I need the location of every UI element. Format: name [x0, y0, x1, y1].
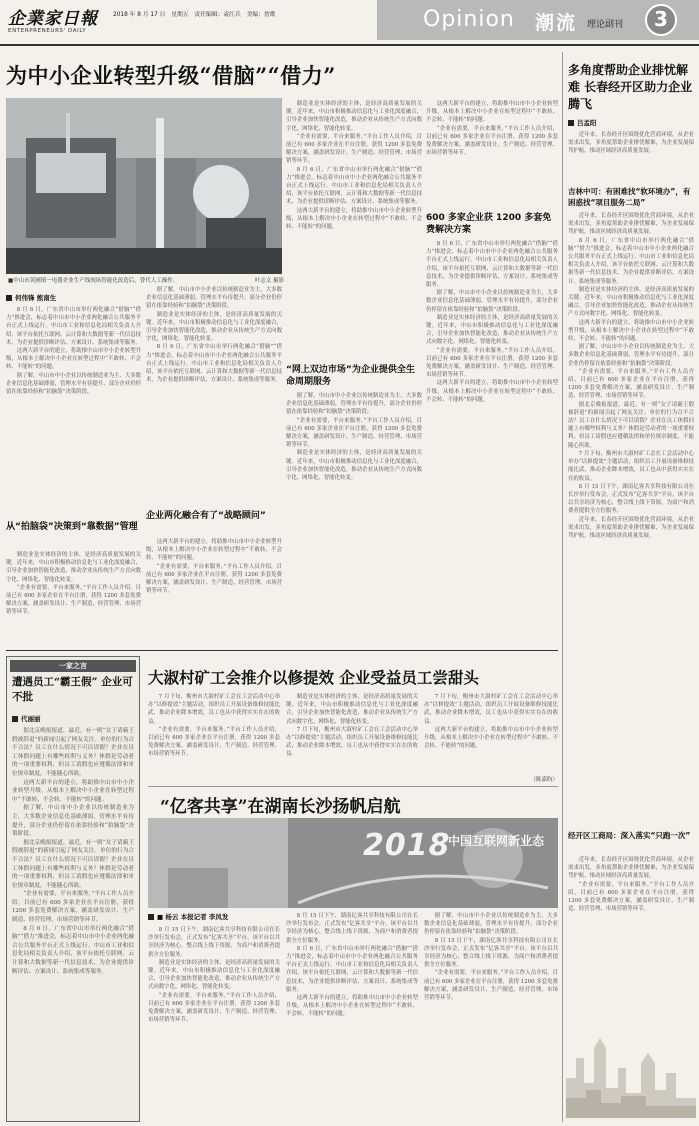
main-text-col4: 这两大新平台的建立，将助推中山市中小企业转型升级，从根本上解决中小企业在转型过程中“不敢转、不会转、不能转”的问题。 “企业有需要，平台来服务。”平台工作人员介绍，目前已有 600 多家企业在平台注册，获得 1200 多套免费解决方案，涵盖研发设计、生产制造、经营管理、市场营销等环节。 — [426, 101, 558, 157]
main-text-col2b: 这两大新平台的建立，将助推中山市中小企业转型升级，从根本上解决中小企业在转型过程中“不敢转、不会转、不能转”的问题。 “企业有需要，平台来服务。”平台工作人员介绍，目前已有 600 多家企业在平台注册，获得 1200 多套免费解决方案，涵盖研发设计、生产制造、经营管理、市场营销等环节。 — [146, 539, 282, 595]
section-cn: 潮流 — [535, 12, 578, 34]
side-byline: 吕孟阳 — [568, 118, 693, 127]
main-text-col3b: 据了解，中山市中小企业以传统制造业为主，大多数企业信息化基础薄弱，管理水平有待提升，部分企业仍停留在依靠经验和“拍脑袋”决策阶段。 “企业有需要，平台来服务。”平台工作人员介绍，目前已有 600 多家企业在平台注册，获得 1200 多套免费解决方案，涵盖研发设计、生产制造、经营管理、市场营销等环节。 制造业是实体经济的主体，是经济高质量发展的关键。近年来，中山市积极推动信息化与工业化深度融合，引导企业加快智能化改造，推动企业从传统生产方式向数字化、网络化、智能化转变。 — [286, 393, 422, 482]
column-label: 一家之言 — [10, 660, 136, 672]
byline-marker-icon — [148, 914, 154, 920]
story3-text-col3: 据了解，中山市中小企业以传统制造业为主，大多数企业信息化基础薄弱，管理水平有待提升，部分企业仍停留在依靠经验和“拍脑袋”决策阶段。 8 月 15 日下午，湖南亿客共享科技有限公司在长沙举行发布会，正式发布“亿客共享”平台。该平台以共享经济为核心，整合线上线下资源，为商户和消费者提供全方位服务。 “企业有需要，平台来服务。”平台工作人员介绍，目前已有 600 多家企业在平台注册，获得 1200 多套免费解决方案，涵盖研发设计、生产制造、经营管理、市场营销等环节。 — [424, 913, 558, 1002]
story3-text-col1: 8 月 15 日下午，湖南亿客共享科技有限公司在长沙举行发布会，正式发布“亿客共享”平台。该平台以共享经济为核心，整合线上线下资源，为商户和消费者提供全方位服务。 制造业是实体经济的主体，是经济高质量发展的关键。近年来，中山市积极推动信息化与工业化深度融合，引导企业加快智能化改造，推动企业从传统生产方式向数字化、网络化、智能化转变。 “企业有需要，平台来服务。”平台工作人员介绍，目前已有 600 多家企业在平台注册，获得 1200 多套免费解决方案，涵盖研发设计、生产制造、经营管理、市场营销等环节。 — [148, 927, 280, 1024]
side-text-2: 近年来，长春经开区围绕优化营商环境，从企业需求出发，多角度帮助企业排忧解难，为企业发展保驾护航，推动区域经济高质量发展。 8 月 6 日，广东省中山市举行两化融合“借脑”“借力”推进会，标志着中山市中小企业两化融合公共服务平台正式上线运行。中山市工业和信息化局相关负责人介绍，该平台依托互联网、云计算和大数据等新一代信息技术，为企业提供诊断评估、方案设计、系统集成等服务。 制造业是实体经济的主体，是经济高质量发展的关键。近年来，中山市积极推动信息化与工业化深度融合，引导企业加快智能化改造，推动企业从传统生产方式向数字化、网络化、智能化转变。 这两大新平台的建立，将助推中山市中小企业转型升级，从根本上解决中小企业在转型过程中“不敢转、不会转、不能转”的问题。 据了解，中山市中小企业以传统制造业为主，大多数企业信息化基础薄弱，管理水平有待提升，部分企业仍停留在依靠经验和“拍脑袋”决策阶段。 “企业有需要，平台来服务。”平台工作人员介绍，目前已有 600 多家企业在平台注册，获得 1200 多套免费解决方案，涵盖研发设计、生产制造、经营管理、市场营销等环节。 据北京晚报报道，最近，有一则“女子请霸王假被辞退”的新闻引起了网友关注。单位的行为合不合法？员工在什么情况下可以请假？企业在员工休假问题上有哪些权利与义务？休假是劳动者的一项重要权利，但员工请假也应遵循法律和单位规章制度，不能随心所欲。 7 月下旬，衡州市大淑村矿工会在工会活动中心举办“以修提效”主题活动，组织员工开展设备维修技能比武，推动企业降本增效，员工也从中获得实实在在的收益。 8 月 15 日下午，湖南亿客共享科技有限公司在长沙举行发布会，正式发布“亿客共享”平台。该平台以共享经济为核心，整合线上线下资源，为商户和消费者提供全方位服务。 近年来，长春经开区围绕优化营商环境，从企业需求出发，多角度帮助企业排忧解难，为企业发展保驾护航，推动区域经济高质量发展。 — [568, 213, 694, 539]
factory-photo — [6, 98, 282, 274]
story2-text-col1: 7 月下旬，衡州市大淑村矿工会在工会活动中心举办“以修提效”主题活动，组织员工开展设备维修技能比武，推动企业降本增效，员工也从中获得实实在在的收益。 “企业有需要，平台来服务。”平台工作人员介绍，目前已有 600 多家企业在平台注册，获得 1200 多套免费解决方案，涵盖研发设计、生产制造、经营管理、市场营销等环节。 — [148, 694, 280, 758]
main-text-col4b: 8 月 6 日，广东省中山市举行两化融合“借脑”“借力”推进会，标志着中山市中小企业两化融合公共服务平台正式上线运行。中山市工业和信息化局相关负责人介绍，该平台依托互联网、云计算和大数据等新一代信息技术，为企业提供诊断评估、方案设计、系统集成等服务。 据了解，中山市中小企业以传统制造业为主，大多数企业信息化基础薄弱，管理水平有待提升，部分企业仍停留在依靠经验和“拍脑袋”决策阶段。 制造业是实体经济的主体，是经济高质量发展的关键。近年来，中山市积极推动信息化与工业化深度融合，引导企业加快智能化改造，推动企业从传统生产方式向数字化、网络化、智能化转变。 “企业有需要，平台来服务。”平台工作人员介绍，目前已有 600 多家企业在平台注册，获得 1200 多套免费解决方案，涵盖研发设计、生产制造、经营管理、市场营销等环节。 这两大新平台的建立，将助推中山市中小企业转型升级，从根本上解决中小企业在转型过程中“不敢转、不会转、不能转”的问题。 — [426, 241, 558, 403]
date-line: 2018 年 8 月 17 日 星期五 责任编辑：袁红兵 美编：詹歌 — [113, 12, 276, 18]
side-subhead-2: 经开区工商局：深入落实“只跑一次” — [568, 831, 691, 840]
byline-marker-icon — [568, 120, 574, 126]
main-text-col3: 制造业是实体经济的主体，是经济高质量发展的关键。近年来，中山市积极推动信息化与工业化深度融合，引导企业加快智能化改造，推动企业从传统生产方式向数字化、网络化、智能化转变。 “企业有需要，平台来服务。”平台工作人员介绍，目前已有 600 多家企业在平台注册，获得 1200 多套免费解决方案，涵盖研发设计、生产制造、经营管理、市场营销等环节。 8 月 6 日，广东省中山市举行两化融合“借脑”“借力”推进会，标志着中山市中小企业两化融合公共服务平台正式上线运行。中山市工业和信息化局相关负责人介绍，该平台依托互联网、云计算和大数据等新一代信息技术，为企业提供诊断评估、方案设计、系统集成等服务。 这两大新平台的建立，将助推中山市中小企业转型升级，从根本上解决中小企业在转型过程中“不敢转、不会转、不能转”的问题。 — [286, 101, 422, 231]
story2-text-col2: 制造业是实体经济的主体，是经济高质量发展的关键。近年来，中山市积极推动信息化与工业化深度融合，引导企业加快智能化改造，推动企业从传统生产方式向数字化、网络化、智能化转变。 7 月下旬，衡州市大淑村矿工会在工会活动中心举办“以修提效”主题活动，组织员工开展设备维修技能比武，推动企业降本增效，员工也从中获得实实在在的收益。 — [286, 694, 418, 758]
masthead — [0, 0, 699, 44]
main-text-col2: 据了解，中山市中小企业以传统制造业为主，大多数企业信息化基础薄弱，管理水平有待提升，部分企业仍停留在依靠经验和“拍脑袋”决策阶段。 制造业是实体经济的主体，是经济高质量发展的关键。近年来，中山市积极推动信息化与工业化深度融合，引导企业加快智能化改造，推动企业从传统生产方式向数字化、网络化、智能化转变。 8 月 6 日，广东省中山市举行两化融合“借脑”“借力”推进会，标志着中山市中小企业两化融合公共服务平台正式上线运行。中山市工业和信息化局相关负责人介绍，该平台依托互联网、云计算和大数据等新一代信息技术，为企业提供诊断评估、方案设计、系统集成等服务。 — [146, 287, 282, 384]
banner-year: 2018 — [363, 828, 451, 863]
banner-text: 中国互联网新业态 — [448, 834, 545, 848]
main-text-col1b: 制造业是实体经济的主体，是经济高质量发展的关键。近年来，中山市积极推动信息化与工业化深度融合，引导企业加快智能化改造，推动企业从传统生产方式向数字化、网络化、智能化转变。 “企业有需要，平台来服务。”平台工作人员介绍，目前已有 600 多家企业在平台注册，获得 1200 多套免费解决方案，涵盖研发设计、生产制造、经营管理、市场营销等环节。 — [6, 552, 141, 616]
subhead-free-solutions: 600 多家企业获 1200 多套免费解决方案 — [426, 213, 552, 235]
main-headline: 为中小企业转型升级“借脑”“借力” — [6, 63, 336, 88]
page-number: 3 — [654, 7, 668, 31]
side-text-1: 近年来，长春经开区围绕优化营商环境，从企业需求出发，多角度帮助企业排忧解难，为企业发展保驾护航，推动区域经济高质量发展。 — [568, 132, 694, 155]
city-skyline-graphic — [566, 998, 696, 1118]
photo-caption: ■中山市黄圃镇一电器企业生产线现场智能化改造后，替代人工操作。 — [8, 278, 179, 284]
story2-headline: 大淑村矿工会推介以修提效 企业受益员工尝甜头 — [148, 668, 479, 687]
story3-text-col2: 8 月 15 日下午，湖南亿客共享科技有限公司在长沙举行发布会，正式发布“亿客共享”平台。该平台以共享经济为核心，整合线上线下资源，为商户和消费者提供全方位服务。 8 月 6 日，广东省中山市举行两化融合“借脑”“借力”推进会，标志着中山市中小企业两化融合公共服务平台正式上线运行。中山市工业和信息化局相关负责人介绍，该平台依托互联网、云计算和大数据等新一代信息技术，为企业提供诊断评估、方案设计、系统集成等服务。 这两大新平台的建立，将助推中山市中小企业转型升级，从根本上解决中小企业在转型过程中“不敢转、不会转、不能转”的问题。 — [286, 913, 418, 1018]
story3-byline: ■ 杨云 本报记者 李凤发 — [148, 912, 288, 921]
column-headline: 遭遇员工“霸王假” 企业可不批 — [12, 676, 133, 703]
story3-headline: “亿客共享”在湖南长沙扬帆启航 — [160, 797, 401, 817]
byline-marker-icon — [6, 295, 12, 301]
section-en: Opinion — [423, 7, 515, 32]
main-text-col1: 8 月 6 日，广东省中山市举行两化融合“借脑”“借力”推进会，标志着中山市中小企业两化融合公共服务平台正式上线运行。中山市工业和信息化局相关负责人介绍，该平台依托互联网、云计算和大数据等新一代信息技术，为企业提供诊断评估、方案设计、系统集成等服务。 这两大新平台的建立，将助推中山市中小企业转型升级，从根本上解决中小企业在转型过程中“不敢转、不会转、不能转”的问题。 据了解，中山市中小企业以传统制造业为主，大多数企业信息化基础薄弱，管理水平有待提升，部分企业仍停留在依靠经验和“拍脑袋”决策阶段。 — [6, 307, 141, 396]
side-subhead-1: 吉林中可：有困难找“软环境办”，有困惑找“项目服务二局” — [568, 187, 691, 207]
main-byline: 何伟锋 熊南生 — [6, 293, 136, 302]
photo-credit: 叶志文 摄影 — [254, 278, 284, 284]
story2-source: （陈嘉昀） — [530, 777, 558, 783]
story2-text-col3: 7 月下旬，衡州市大淑村矿工会在工会活动中心举办“以修提效”主题活动，组织员工开展设备维修技能比武，推动企业降本增效，员工也从中获得实实在在的收益。 这两大新平台的建立，将助推中山市中小企业转型升级，从根本上解决中小企业在转型过程中“不敢转、不会转、不能转”的问题。 — [424, 694, 558, 750]
side-text-3: 近年来，长春经开区围绕优化营商环境，从企业需求出发，多角度帮助企业排忧解难，为企业发展保驾护航，推动区域经济高质量发展。 “企业有需要，平台来服务。”平台工作人员介绍，目前已有 600 多家企业在平台注册，获得 1200 多套免费解决方案，涵盖研发设计、生产制造、经营管理、市场营销等环节。 — [568, 857, 694, 913]
subhead-strategy-advisor: 企业两化融合有了“战略顾问” — [146, 511, 266, 521]
section-sub: 理论副刊 — [587, 20, 624, 30]
column-byline: 代丽丽 — [12, 714, 132, 723]
side-headline: 多角度帮助企业排忧解难 长春经开区助力企业腾飞 — [568, 63, 693, 111]
newspaper-logo: 企業家日報 ENTERPRENEURS' DAILY — [8, 9, 98, 34]
subhead-data-decision: 从“拍脑袋”决策到“靠数据”管理 — [6, 522, 138, 532]
column-text: 据北京晚报报道，最近，有一则“女子请霸王假被辞退”的新闻引起了网友关注。单位的行为合不合法？员工在什么情况下可以请假？企业在员工休假问题上有哪些权利与义务？休假是劳动者的一项重要权利，但员工请假也应遵循法律和单位规章制度，不能随心所欲。 这两大新平台的建立，将助推中山市中小企业转型升级，从根本上解决中小企业在转型过程中“不敢转、不会转、不能转”的问题。 据了解，中山市中小企业以传统制造业为主，大多数企业信息化基础薄弱，管理水平有待提升，部分企业仍停留在依靠经验和“拍脑袋”决策阶段。 据北京晚报报道，最近，有一则“女子请霸王假被辞退”的新闻引起了网友关注。单位的行为合不合法？员工在什么情况下可以请假？企业在员工休假问题上有哪些权利与义务？休假是劳动者的一项重要权利，但员工请假也应遵循法律和单位规章制度，不能随心所欲。 “企业有需要，平台来服务。”平台工作人员介绍，目前已有 600 多家企业在平台注册，获得 1200 多套免费解决方案，涵盖研发设计、生产制造、经营管理、市场营销等环节。 8 月 6 日，广东省中山市举行两化融合“借脑”“借力”推进会，标志着中山市中小企业两化融合公共服务平台正式上线运行。中山市工业和信息化局相关负责人介绍，该平台依托互联网、云计算和大数据等新一代信息技术，为企业提供诊断评估、方案设计、系统集成等服务。 — [12, 728, 134, 975]
subhead-two-sided-market: “网上双边市场”为企业提供全生命周期服务 — [286, 365, 415, 387]
launch-event-photo — [148, 818, 558, 908]
byline-marker-icon — [12, 716, 18, 722]
